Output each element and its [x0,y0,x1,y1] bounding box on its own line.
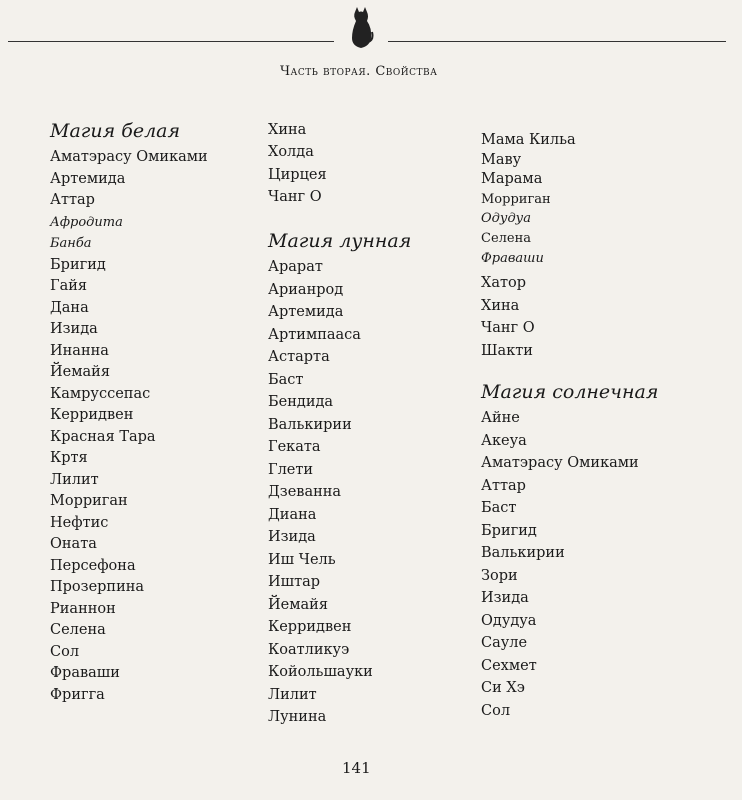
list-item: Маву [481,151,522,168]
list-item: Геката [268,439,321,456]
list-item: Кртя [50,450,88,466]
list-item: Морриган [50,493,128,509]
header-rule-right [388,41,726,42]
list-item: Афродита [50,214,123,230]
list-item: Лилит [268,686,317,703]
list-item: Аматэрасу Омиками [50,149,208,165]
list-item: Гайя [50,278,88,294]
list-item: Дана [50,299,89,316]
list-item: Артемида [50,170,126,187]
section-heading-lunar-magic: Магия лунная [268,230,412,253]
list-item: Изида [268,529,316,546]
solar-magic-list [481,407,658,722]
list-item: Айне [481,410,520,427]
list-item: Шакти [481,342,533,359]
list-item: Лилит [50,471,99,488]
list-item: Изида [481,590,529,607]
list-item: Иш Чель [268,551,336,568]
list-item: Красная Тара [50,428,156,445]
column-2 [268,119,411,729]
white-magic-list [50,147,208,706]
list-item: Инанна [50,342,109,359]
list-item: Валькирии [481,545,565,562]
list-item: Одудуа [481,211,531,227]
running-head: Часть вторая. Свойства [280,64,438,79]
list-item: Аттар [50,192,95,208]
list-item: Хина [268,122,307,138]
list-item: Арианрод [268,281,344,298]
list-item: Койольшауки [268,664,373,681]
list-item: Астарта [268,349,330,366]
list-item: Баст [481,500,517,517]
continued-list-2 [481,272,658,362]
list-item: Иштар [268,574,321,591]
list-item: Марама [481,171,543,188]
cat-silhouette-icon [348,6,374,50]
list-item: Нефтис [50,514,109,531]
list-item: Фраваши [481,250,544,266]
list-item: Бендида [268,394,334,411]
list-item: Дзеванна [268,484,342,501]
list-item: Баст [268,371,304,388]
list-item: Камруссепас [50,385,151,402]
list-item: Банба [50,236,92,251]
list-item: Керридвен [50,407,134,423]
list-item: Морриган [481,191,551,207]
list-item: Керридвен [268,619,352,636]
list-item: Йемайя [268,596,328,613]
list-item: Оната [50,536,97,552]
column-3 [481,131,658,722]
list-item: Аматэрасу Омиками [481,455,639,472]
list-item: Изида [50,321,98,337]
column-1 [50,115,208,706]
continued-list [481,131,658,268]
list-item: Чанг О [481,320,535,337]
list-item: Селена [481,230,532,246]
lunar-magic-list [268,256,411,729]
list-item: Хатор [481,275,527,292]
list-item: Сол [481,702,511,719]
list-item: Коатликуэ [268,641,350,658]
list-item: Хина [481,297,520,314]
list-item: Артемида [268,304,344,321]
list-item: Аттар [481,477,526,494]
list-item: Диана [268,506,317,523]
list-item: Персефона [50,557,136,574]
list-item: Селена [50,622,106,638]
header-rule-left [8,41,334,42]
list-item: Си Хэ [481,680,525,697]
list-item: Бригид [50,256,106,273]
list-item: Фригга [50,686,105,703]
continued-list [268,119,411,208]
list-item: Арарат [268,259,323,276]
list-item: Акеуа [481,432,527,449]
list-item: Бригид [481,522,537,539]
list-item: Сол [50,643,80,660]
list-item: Одудуа [481,612,537,629]
list-item: Прозерпина [50,579,145,595]
list-item: Валькирии [268,416,352,433]
page-number: 141 [342,759,371,777]
list-item: Артимпааса [268,326,361,343]
list-item: Холда [268,144,314,161]
list-item: Зори [481,567,518,584]
list-item: Йемайя [50,364,110,380]
list-item: Цирцея [268,166,327,183]
list-item: Глети [268,461,314,478]
list-item: Рианнон [50,600,116,617]
list-item: Лунина [268,709,327,726]
section-heading-white-magic: Магия белая [50,120,181,142]
list-item: Чанг О [268,188,322,205]
list-item: Сауле [481,635,528,652]
list-item: Сехмет [481,657,537,674]
list-item: Мама Кильа [481,132,576,148]
section-heading-solar-magic: Магия солнечная [481,381,659,404]
list-item: Фраваши [50,665,120,681]
